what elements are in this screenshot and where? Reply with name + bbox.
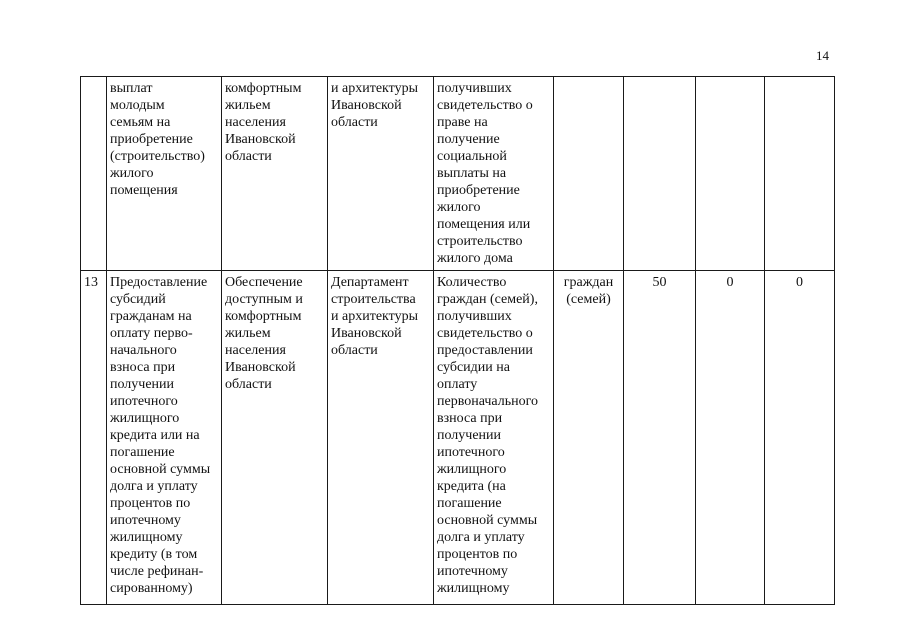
row-number-cell: 13 — [81, 271, 107, 605]
indicator-cell: Количество граждан (семей), получивших свидетельство о предоставлении субсидии на оплату первоначального взноса при получении ипотечного жилищного кредита (на погашение основной суммы долга и уплату процентов по ипотечному жилищному — [434, 271, 554, 605]
value-cell-1 — [624, 77, 696, 271]
executor-cell: и архитектуры Ивановской области — [328, 77, 434, 271]
program-table — [80, 76, 835, 605]
executor-cell: Департамент строительства и архитектуры Ивановской области — [328, 271, 434, 605]
row-number-cell — [81, 77, 107, 271]
measure-name-cell: Предоставление субсидий гражданам на оплату перво- начального взноса при получении ипотечного жилищного кредита или на погашение основной суммы долга и уплату процентов по ипотечному жилищному кредиту (в том числе рефинан- сированному) — [107, 271, 222, 605]
goal-cell: комфортным жильем населения Ивановской области — [222, 77, 328, 271]
table-row-13 — [81, 271, 835, 605]
indicator-cell: получивших свидетельство о праве на получение социальной выплаты на приобретение жилого помещения или строительство жилого дома — [434, 77, 554, 271]
value-cell-3: 0 — [765, 271, 835, 605]
value-cell-2: 0 — [696, 271, 765, 605]
goal-cell: Обеспечение доступным и комфортным жильем населения Ивановской области — [222, 271, 328, 605]
value-cell-1: 50 — [624, 271, 696, 605]
value-cell-2 — [696, 77, 765, 271]
measure-name-cell: выплат молодым семьям на приобретение (строительство) жилого помещения — [107, 77, 222, 271]
value-cell-3 — [765, 77, 835, 271]
unit-cell: граждан (семей) — [554, 271, 624, 605]
unit-cell — [554, 77, 624, 271]
page-number: 14 — [816, 48, 829, 63]
table-row-continued — [81, 77, 835, 271]
